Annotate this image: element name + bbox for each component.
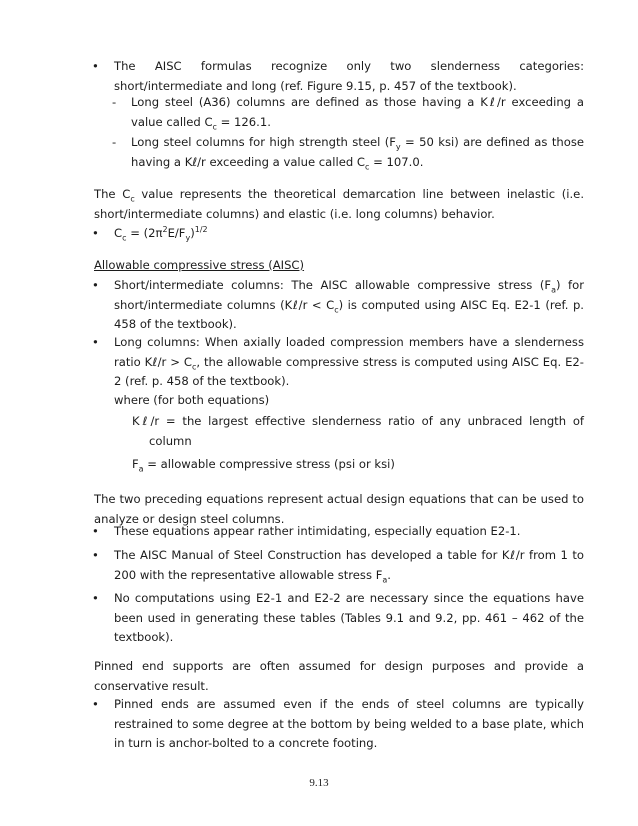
bullet-aisc-manual-table: • The AISC Manual of Steel Construction has developed a table for Kℓ/r from 1 to 200 with the representative allowable stress $F_a$. (92, 548, 584, 584)
bullet-intimidating: • These equations appear rather intimidating, especially equation E2-1. (92, 522, 584, 542)
paragraph-pinned-supports: Pinned end supports are often assumed for design purposes and provide a conservative result. (94, 659, 584, 693)
bullet-marker: • (92, 59, 99, 73)
cc-formula: $C_c = (2\pi^2E/F_y)^{1/2}$ (114, 225, 208, 243)
bullet-no-computations: • No computations using E2-1 and E2-2 are necessary since the equations have been used in generating these tables (Tables 9.1 and 9.2, pp. 461 – 462 of the textbook). (92, 591, 584, 644)
page-number: 9.13 (309, 777, 329, 789)
bullet-long-columns: • Long columns: When axially loaded compression members have a slenderness ratio Kℓ/r > $C_c$, the allowable compressive stress is computed using AISC Eq. E2-2 (ref. p. 458 of the textbook). (92, 335, 584, 388)
bullet-marker: • (92, 226, 99, 240)
bullet-pinned-ends: • Pinned ends are assumed even if the ends of steel columns are typically restrained to some degree at the bottom by being welded to a base plate, which in turn is anchor-bolted to a concrete footing. (92, 697, 584, 750)
dash-item-high-strength: - Long steel columns for high strength steel ($F_y = 50$ ksi) are defined as those having a Kℓ/r exceeding a value called $C_c = 107.0$. (112, 135, 584, 171)
bullet-marker: • (92, 591, 99, 605)
bullet-text: The AISC formulas recognize only two slenderness categories: short/intermediate and long (ref. Figure 9.15, p. 457 of the textbook). (114, 59, 584, 93)
section-heading: Allowable compressive stress (AISC) (94, 258, 305, 272)
bullet-marker: • (92, 524, 99, 538)
definition-klr: Kℓ/r = the largest effective slenderness ratio of any unbraced length of column (132, 414, 584, 448)
bullet-short-intermediate: • Short/intermediate columns: The AISC allowable compressive stress $(F_a)$ for short/intermediate columns (Kℓ/r < $C_c$) is computed using AISC Eq. E2-1 (ref. p. 458 of the textbook). (92, 278, 584, 331)
dash-marker: - (112, 95, 117, 109)
bullet-slenderness-categories (92, 57, 584, 96)
paragraph-cc-demarcation: The $C_c$ value represents the theoretical demarcation line between inelastic (i.e. short/intermediate columns) and elastic (i.e. long columns) behavior. (94, 187, 585, 221)
paragraph-design-equations: The two preceding equations represent actual design equations that can be used to analyze or design steel columns. (94, 492, 584, 526)
bullet-marker: • (92, 548, 99, 562)
bullet-marker: • (92, 697, 99, 711)
dash-marker: - (112, 135, 117, 149)
where-line: where (for both equations) (114, 393, 270, 407)
bullet-marker: • (92, 278, 99, 292)
definition-fa: $F_a$ = allowable compressive stress (psi or ksi) (132, 457, 395, 474)
bullet-marker: • (92, 335, 99, 349)
dash-item-a36: - Long steel (A36) columns are defined as those having a Kℓ/r exceeding a value called $C_c = 126.1$. (112, 95, 584, 131)
bullet-cc-formula (92, 224, 584, 244)
